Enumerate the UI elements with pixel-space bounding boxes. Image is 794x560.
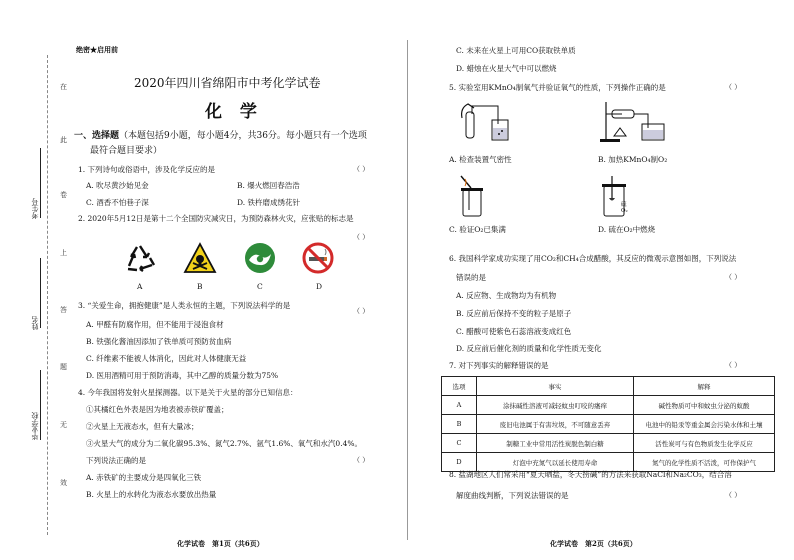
table-cell: 碱性物质可中和蚊虫分泌的蚁酸: [634, 396, 775, 415]
q1-option-b: B. 爆火燃回春浩浩: [237, 181, 300, 190]
footer-left: 化学试卷 第1页（共6页）: [177, 539, 264, 548]
q6-stem-1: 6. 我国科学家成功实现了用CO₂和CH₄合成醋酸，其反应的微观示意图如图，下列说法: [449, 254, 737, 263]
table-cell: C: [442, 434, 477, 453]
margin-char: 上: [60, 249, 67, 257]
toxic-warning-icon: [183, 242, 217, 274]
q4-ask: 下列说法正确的是: [86, 456, 146, 465]
q5-option-b: B. 加热KMnO₄制O₂: [598, 155, 668, 164]
q3-stem: 3. “关爱生命，拥抱健康”是人类永恒的主题，下列说法科学的是: [78, 301, 291, 310]
q4-stem: 4. 今年我国将发射火星探测器。以下是关于火星的部分已知信息：: [78, 388, 298, 397]
q7-col-header: 选项: [442, 377, 477, 396]
exam-title: 2020年四川省绵阳市中考化学试卷: [134, 76, 321, 90]
margin-char: 题: [60, 363, 67, 371]
q3-option-c: C. 纤维素不能被人体消化，因此对人体健康无益: [86, 354, 247, 363]
table-row: [442, 415, 775, 434]
margin-char: 卷: [60, 191, 67, 199]
section1-heading-line: [74, 128, 367, 141]
answer-paren[interactable]: （ ）: [725, 83, 742, 91]
water-save-icon: [244, 242, 276, 274]
answer-paren[interactable]: （ ）: [725, 491, 742, 499]
field-label-school: 毕业学校: [31, 412, 39, 440]
table-cell: 涂抹碱性溶液可减轻蚊虫叮咬的瘙痒: [477, 396, 634, 415]
q4-option-c: C. 未来在火星上可用CO获取铁单质: [456, 46, 576, 55]
field-line-school[interactable]: [40, 370, 41, 440]
no-smoking-icon: [302, 242, 334, 274]
q5-option-d: D. 硫在O₂中燃烧: [598, 225, 656, 234]
table-cell: 制糖工业中常用活性炭脱色制白糖: [477, 434, 634, 453]
q4-info-2: ②火星上无液态水，但有大量冰；: [86, 422, 199, 431]
kmno4-heating-apparatus-icon: [598, 98, 668, 144]
page-divider: [407, 40, 408, 540]
field-label-exam-number: 考生号: [31, 198, 39, 219]
q5-option-a: A. 检查装置气密性: [449, 155, 512, 164]
q2-label-b: B: [197, 282, 203, 291]
q1-option-a: A. 吹尽黄沙始见金: [86, 181, 149, 190]
secret-label: 绝密★启用前: [76, 45, 118, 54]
margin-char: 在: [60, 83, 67, 91]
q7-col-header: 解释: [634, 377, 775, 396]
q3-option-b: B. 铁强化酱油因添加了铁单质可预防贫血病: [86, 337, 232, 346]
answer-paren[interactable]: （ ）: [353, 233, 370, 241]
recycle-icon: [123, 243, 157, 273]
answer-paren[interactable]: （ ）: [725, 273, 742, 281]
q4-info-3: ③火星大气的成分为二氧化碳95.3%、氮气2.7%、氩气1.6%、氧气和水汽0.4%。: [86, 439, 362, 448]
q3-option-a: A. 甲醛有防腐作用，但不能用于浸泡食材: [86, 320, 224, 329]
table-cell: 氮气的化学性质不活泼，可作保护气: [634, 453, 775, 472]
answer-paren[interactable]: （ ）: [353, 165, 370, 173]
q1-stem: 1. 下列诗句或俗语中，涉及化学反应的是: [78, 165, 216, 174]
q5-d-label-o2: O₂: [621, 208, 628, 214]
q2-stem: 2. 2020年5月12日是第十二个全国防灾减灾日，为预防森林火灾，应张贴的标志是: [78, 214, 354, 223]
q6-option-d: D. 反应前后催化剂的质量和化学性质无变化: [456, 344, 602, 353]
table-cell: 活性炭可与有色物质发生化学反应: [634, 434, 775, 453]
q4-option-a: A. 赤铁矿的主要成分是四氧化三铁: [86, 473, 202, 482]
q2-label-c: C: [257, 282, 263, 291]
q5-stem: 5. 实验室用KMnO₄制氧气并验证氧气的性质，下列操作正确的是: [449, 83, 666, 92]
q5-option-c: C. 验证O₂已集满: [449, 225, 506, 234]
section1-desc: （本题包括9小题，每小题4分，共36分。每小题只有一个选项: [119, 131, 367, 141]
table-cell: 废旧电池属于有害垃圾，不可随意丢弃: [477, 415, 634, 434]
gas-tightness-apparatus-icon: [458, 98, 518, 144]
q7-stem: 7. 对下列事实的解释错误的是: [449, 361, 549, 370]
subject-title: 化 学: [205, 102, 263, 122]
q7-table: [441, 376, 775, 472]
table-cell: B: [442, 415, 477, 434]
q7-table-header-row: [442, 377, 775, 396]
table-cell: A: [442, 396, 477, 415]
q4-info-1: ①其橘红色外表是因为地表被赤铁矿覆盖；: [86, 405, 229, 414]
table-cell: D: [442, 453, 477, 472]
section1-desc2: 最符合题目要求）: [90, 146, 163, 156]
o2-full-test-icon: [455, 174, 489, 220]
binding-line: [47, 55, 48, 535]
q6-option-c: C. 醋酸可使紫色石蕊溶液变成红色: [456, 327, 572, 336]
footer-right: 化学试卷 第2页（共6页）: [550, 539, 637, 548]
q8-stem-1: 8. 盐湖地区人们常采用“夏天晒盐，冬天捞碱”的方法来获取NaCl和Na₂CO₃，结合溶: [449, 470, 732, 479]
q4-option-b: B. 火星上的水转化为液态水要放出热量: [86, 490, 217, 499]
field-line-name[interactable]: [40, 258, 41, 328]
q6-option-a: A. 反应物、生成物均为有机物: [456, 291, 557, 300]
margin-char: 无: [60, 421, 67, 429]
field-line-exam-number[interactable]: [40, 148, 41, 218]
margin-char: 答: [60, 306, 67, 314]
margin-char: 效: [60, 479, 67, 487]
answer-paren[interactable]: （ ）: [725, 361, 742, 369]
q6-stem-2: 错误的是: [456, 273, 486, 282]
margin-char: 此: [60, 136, 67, 144]
q4-option-d: D. 蜡烛在火星大气中可以燃烧: [456, 64, 557, 73]
answer-paren[interactable]: （ ）: [353, 456, 370, 464]
q8-stem-2: 解度曲线判断，下列说法错误的是: [456, 491, 569, 500]
q1-option-d: D. 铁杵磨成绣花针: [237, 198, 301, 207]
answer-paren[interactable]: （ ）: [353, 307, 370, 315]
table-cell: 灯泡中充氮气以延长使用寿命: [477, 453, 634, 472]
table-row: [442, 396, 775, 415]
table-cell: 电池中的铅汞等重金属会污染水体和土壤: [634, 415, 775, 434]
q6-option-b: B. 反应前后保持不变的粒子是原子: [456, 309, 572, 318]
section1-heading: 一、选择题: [74, 131, 120, 141]
q7-col-header: 事实: [477, 377, 634, 396]
q3-option-d: D. 医用酒精可用于预防消毒，其中乙醇的质量分数为75%: [86, 371, 279, 380]
table-row: [442, 434, 775, 453]
field-label-name: 姓名: [31, 316, 39, 330]
q2-label-d: D: [316, 282, 323, 291]
q5-d-label-sulfur: 硫: [621, 202, 627, 208]
q2-label-a: A: [137, 282, 143, 291]
q1-option-c: C. 酒香不怕巷子深: [86, 198, 149, 207]
